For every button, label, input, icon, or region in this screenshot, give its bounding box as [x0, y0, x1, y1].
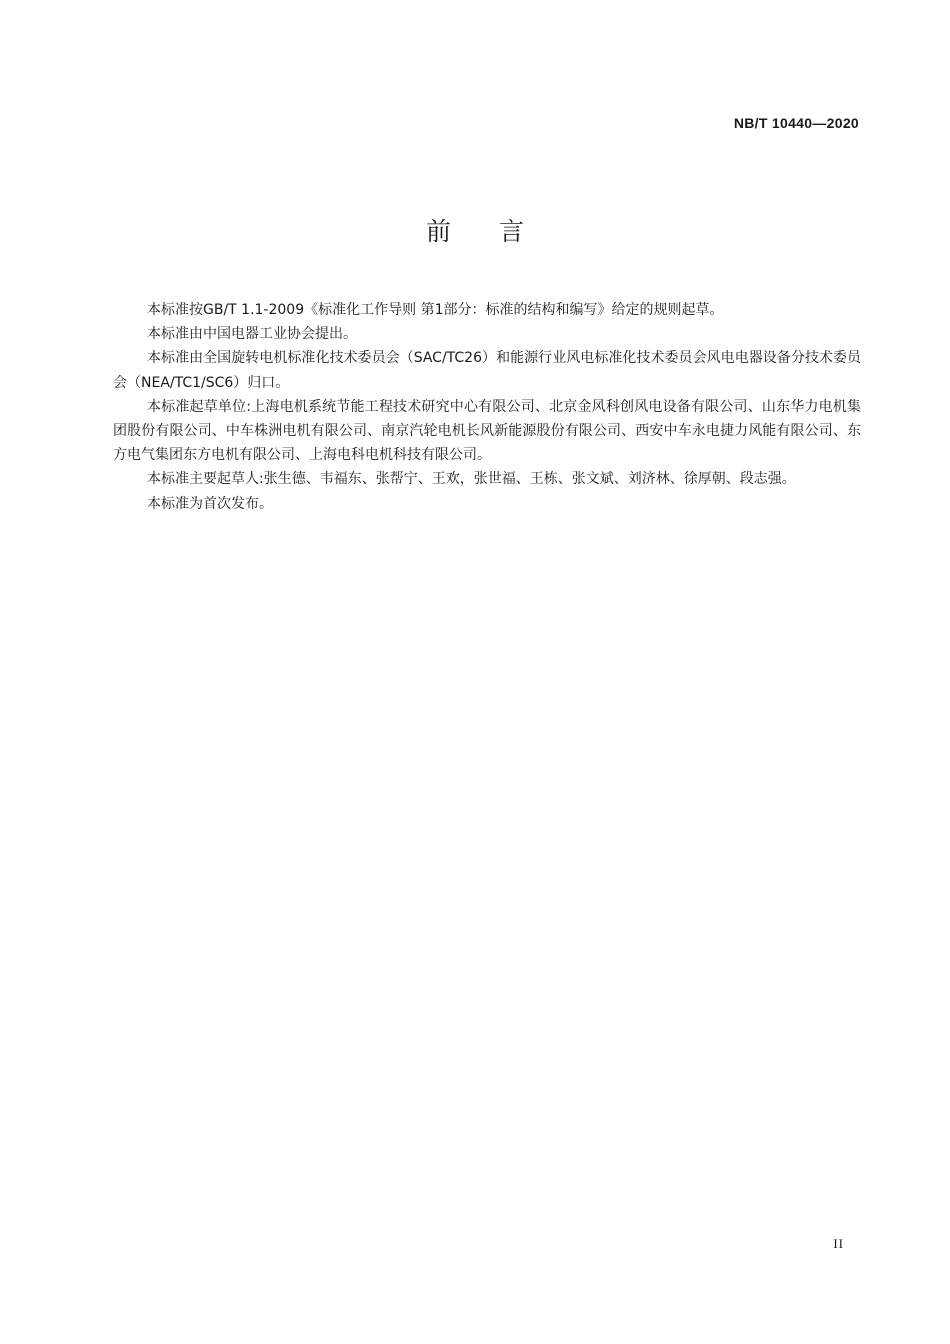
- paragraph-main-drafters: 本标准主要起草人:张生德、韦福东、张帮宁、王欢，张世福、王栋、张文斌、刘济林、徐厚朝、段志强。: [147, 471, 796, 488]
- paragraph-drafting-rules: 本标准按GB/T 1.1-2009《标准化工作导则 第1部分：标准的结构和编写》给定的规则起草。: [147, 302, 724, 318]
- paragraph-first-release: 本标准为首次发布。: [147, 495, 273, 512]
- paragraph-drafting-units: 本标准起草单位:上海电机系统节能工程技术研究中心有限公司、北京金风科创风电设备有限公司、山东华力电机集团股份有限公司、中车株洲电机有限公司、南京汽轮电机长风新能源股份有限公司、西安中车永电捷力风能有限公司、东方电气集团东方电机有限公司、上海电科电机科技有限公司。: [113, 398, 861, 464]
- page-number: II: [833, 1236, 844, 1251]
- paragraph-centralized-management: 本标准由全国旋转电机标准化技术委员会（SAC/TC26）和能源行业风电标准化技术委员会风电电器设备分技术委员会（NEA/TC1/SC6）归口。: [113, 350, 861, 391]
- standard-code: NB/T 10440—2020: [733, 115, 859, 131]
- foreword-body: [113, 298, 861, 516]
- page-title: 前言: [425, 217, 572, 246]
- paragraph-proposer: 本标准由中国电器工业协会提出。: [147, 326, 357, 343]
